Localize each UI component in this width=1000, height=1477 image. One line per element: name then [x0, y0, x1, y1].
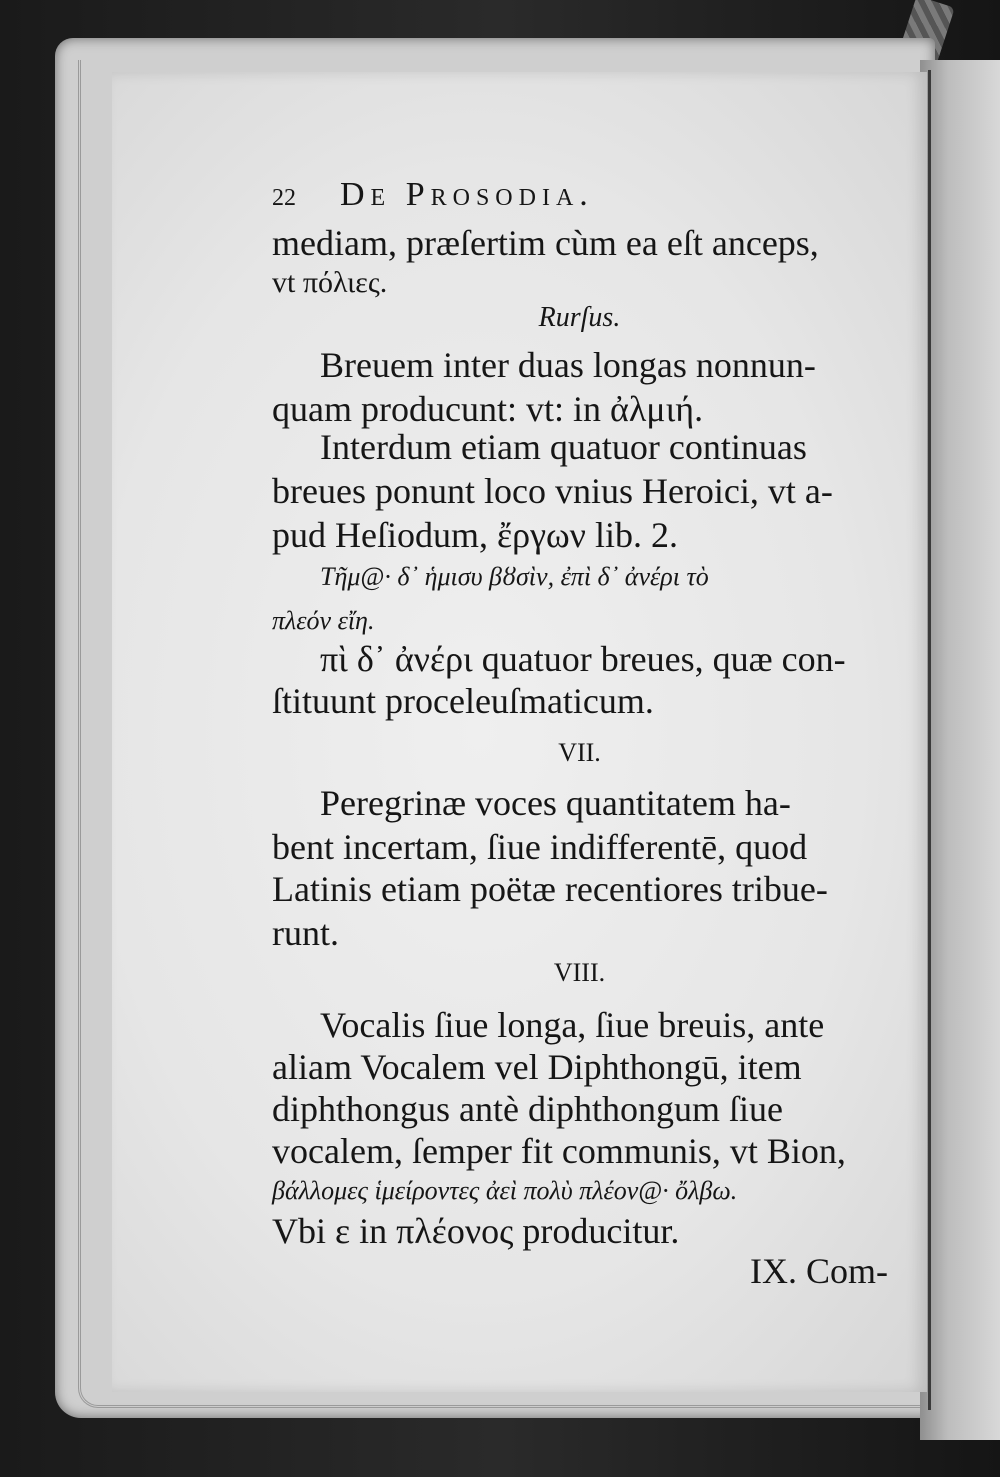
text-line: quam producunt: vt: in ἀλμιή. [272, 389, 704, 429]
text-line: aliam Vocalem vel Diphthongū, item [272, 1047, 802, 1087]
text-line: pud Heſiodum, ἔργων lib. 2. [272, 515, 678, 555]
running-head-title: De Prosodia. [340, 176, 594, 213]
page-number: 22 [272, 185, 296, 211]
text-line: Vbi ε in πλέονος producitur. [272, 1211, 680, 1251]
greek-quotation: πλεόν εἴη. [272, 606, 375, 635]
section-heading: Rurſus. [538, 302, 621, 333]
catchword: IX. Com- [750, 1251, 888, 1291]
text-line: runt. [272, 913, 339, 953]
running-header [272, 176, 772, 214]
text-line: bent incertam, ſiue indifferentē, quod [272, 827, 808, 867]
binding-gutter [928, 70, 931, 1410]
text-line: Latinis etiam poëtæ recentiores tribue- [272, 869, 828, 909]
text-line: Peregrinæ voces quantitatem ha- [320, 783, 791, 823]
text-line: diphthongus antè diphthongum ſiue [272, 1089, 783, 1129]
text-line: πὶ δ᾽ ἀνέρι quatuor breues, quæ con- [320, 639, 846, 679]
section-number: VII. [558, 738, 601, 767]
text-line: Breuem inter duas longas nonnun- [320, 345, 816, 385]
text-line: Interdum etiam quatuor continuas [320, 427, 807, 467]
text-line: ſtituunt proceleuſmaticum. [272, 681, 654, 721]
text-line: Vocalis ſiue longa, ſiue breuis, ante [320, 1005, 825, 1045]
facing-page-edge [920, 60, 1000, 1440]
text-line: mediam, præſertim cùm ea eſt anceps, [272, 223, 819, 263]
text-line: vt πόλιες. [272, 266, 388, 299]
section-number: VIII. [553, 958, 606, 987]
text-line: vocalem, ſemper fit communis, vt Bion, [272, 1131, 846, 1171]
greek-quotation: Τῆμ@· δ᾽ ἡμισυ βȣσὶν, ἐπὶ δ᾽ ἀνέρι τὸ [320, 562, 709, 591]
greek-quotation: βάλλομες ἱμείροντες ἀεὶ πολὺ πλέον@· ὄλβω. [272, 1176, 738, 1205]
text-line: breues ponunt loco vnius Heroici, vt a- [272, 471, 833, 511]
